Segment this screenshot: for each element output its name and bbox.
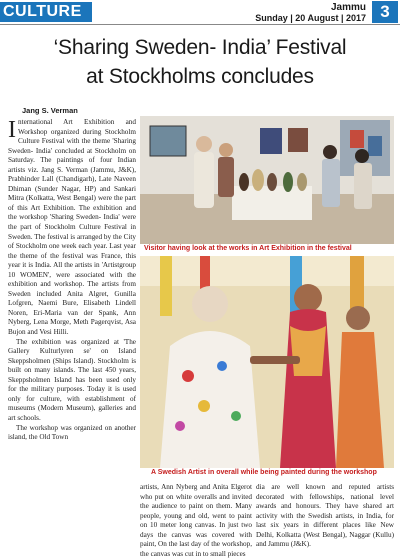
workshop-photo: [140, 256, 394, 468]
headline: [6, 33, 394, 91]
page-number: 3: [372, 1, 398, 23]
exhibition-photo-art: [140, 116, 394, 244]
paragraph-1-text: nternational Art Exhibition and Workshop organized during Stockholm Culture Festival with the theme 'Sharing Sweden- India' concluded at Stockholm on Saturday. The paintings of four Indian artists viz. Jang S. Verman (Jammu, J&K), Prabhinder Lall (Chandigarh), Late Naveen Dhiman (Sunder Nagar, HP) and Sankari Mitra (Kolkatta, West Bengal) were the part of this Art Exhibition. The exhibition and the workshop 'Sharing Sweden- India' were the part of Stockholm Culture Festival in Sweden. The festival is arranged by the City of Stockholm one week each year. Last year the theme of the festival was France, this year it is India. All the artists in 'Artistgroup 10 WOMEN', were associated with the exhibition and workshop. The artists from Sweden included Anita Algret, Gunilla Lofgren, Naemi Bure, Elisabeth Lindell Noren, Eri-Maria van der Spank, Ann Nyberg, Lena Morge, Meth Pagerqvist, Asa Bujon and Vesi Hilli.: [8, 118, 136, 337]
column-3-text: dia are well known and reputed artists decorated with fellowships, national level awards and honours. They have shared art activity with the Swedish artists, in India, for last six years in different places like New Delhi, Kolkatta (West Bengal), Naggar (Kullu) and Jammu (J&K).: [256, 483, 394, 549]
article-column-1: [8, 118, 136, 514]
city-name: Jammu: [330, 2, 366, 13]
column-2-text: artists, Ann Nyberg and Anita Elgerot who put on white overalls and invited the audience to paint on them. Many people, young and old, went to paint on 10 meter long canvas. In just two days the canvas was covered with paint, On the last day of the workshop, the canvas was cut in to small pieces: [140, 483, 252, 558]
article-paragraph-3: The workshop was organized on another island, the Old Town: [8, 423, 136, 442]
photo-caption-2: A Swedish Artist in overall while being painted during the workshop: [151, 469, 377, 476]
byline: Jang S. Verman: [22, 106, 78, 115]
exhibition-photo: [140, 116, 394, 244]
drop-cap: I: [8, 117, 16, 143]
dateline: [255, 2, 366, 24]
article-paragraph-1: [8, 118, 136, 338]
issue-date: Sunday | 20 August | 2017: [255, 13, 366, 23]
page-header: [0, 0, 400, 24]
workshop-photo-art: [140, 256, 394, 468]
section-label: CULTURE: [0, 2, 92, 22]
header-rule: [0, 24, 400, 25]
headline-line-1: ‘Sharing Sweden- India’ Festival: [53, 36, 347, 59]
article-column-3: [256, 483, 394, 549]
article-paragraph-2: The exhibition was organized at 'The Gallery Kulturlyren se' on Island Skeppsholmen (Ships Island). Stockholm is built on many islands. The last 450 years, Skeppsholmen Island has been used only for the military purposes. Today it is used only for culture, with establishment of museums (Modern Museum), galleries and art schools.: [8, 337, 136, 422]
photo-caption-1: Visitor having look at the works in Art Exhibition in the festival: [144, 245, 352, 252]
article-column-2: [140, 483, 252, 558]
headline-line-2: at Stockholms concludes: [86, 65, 314, 88]
